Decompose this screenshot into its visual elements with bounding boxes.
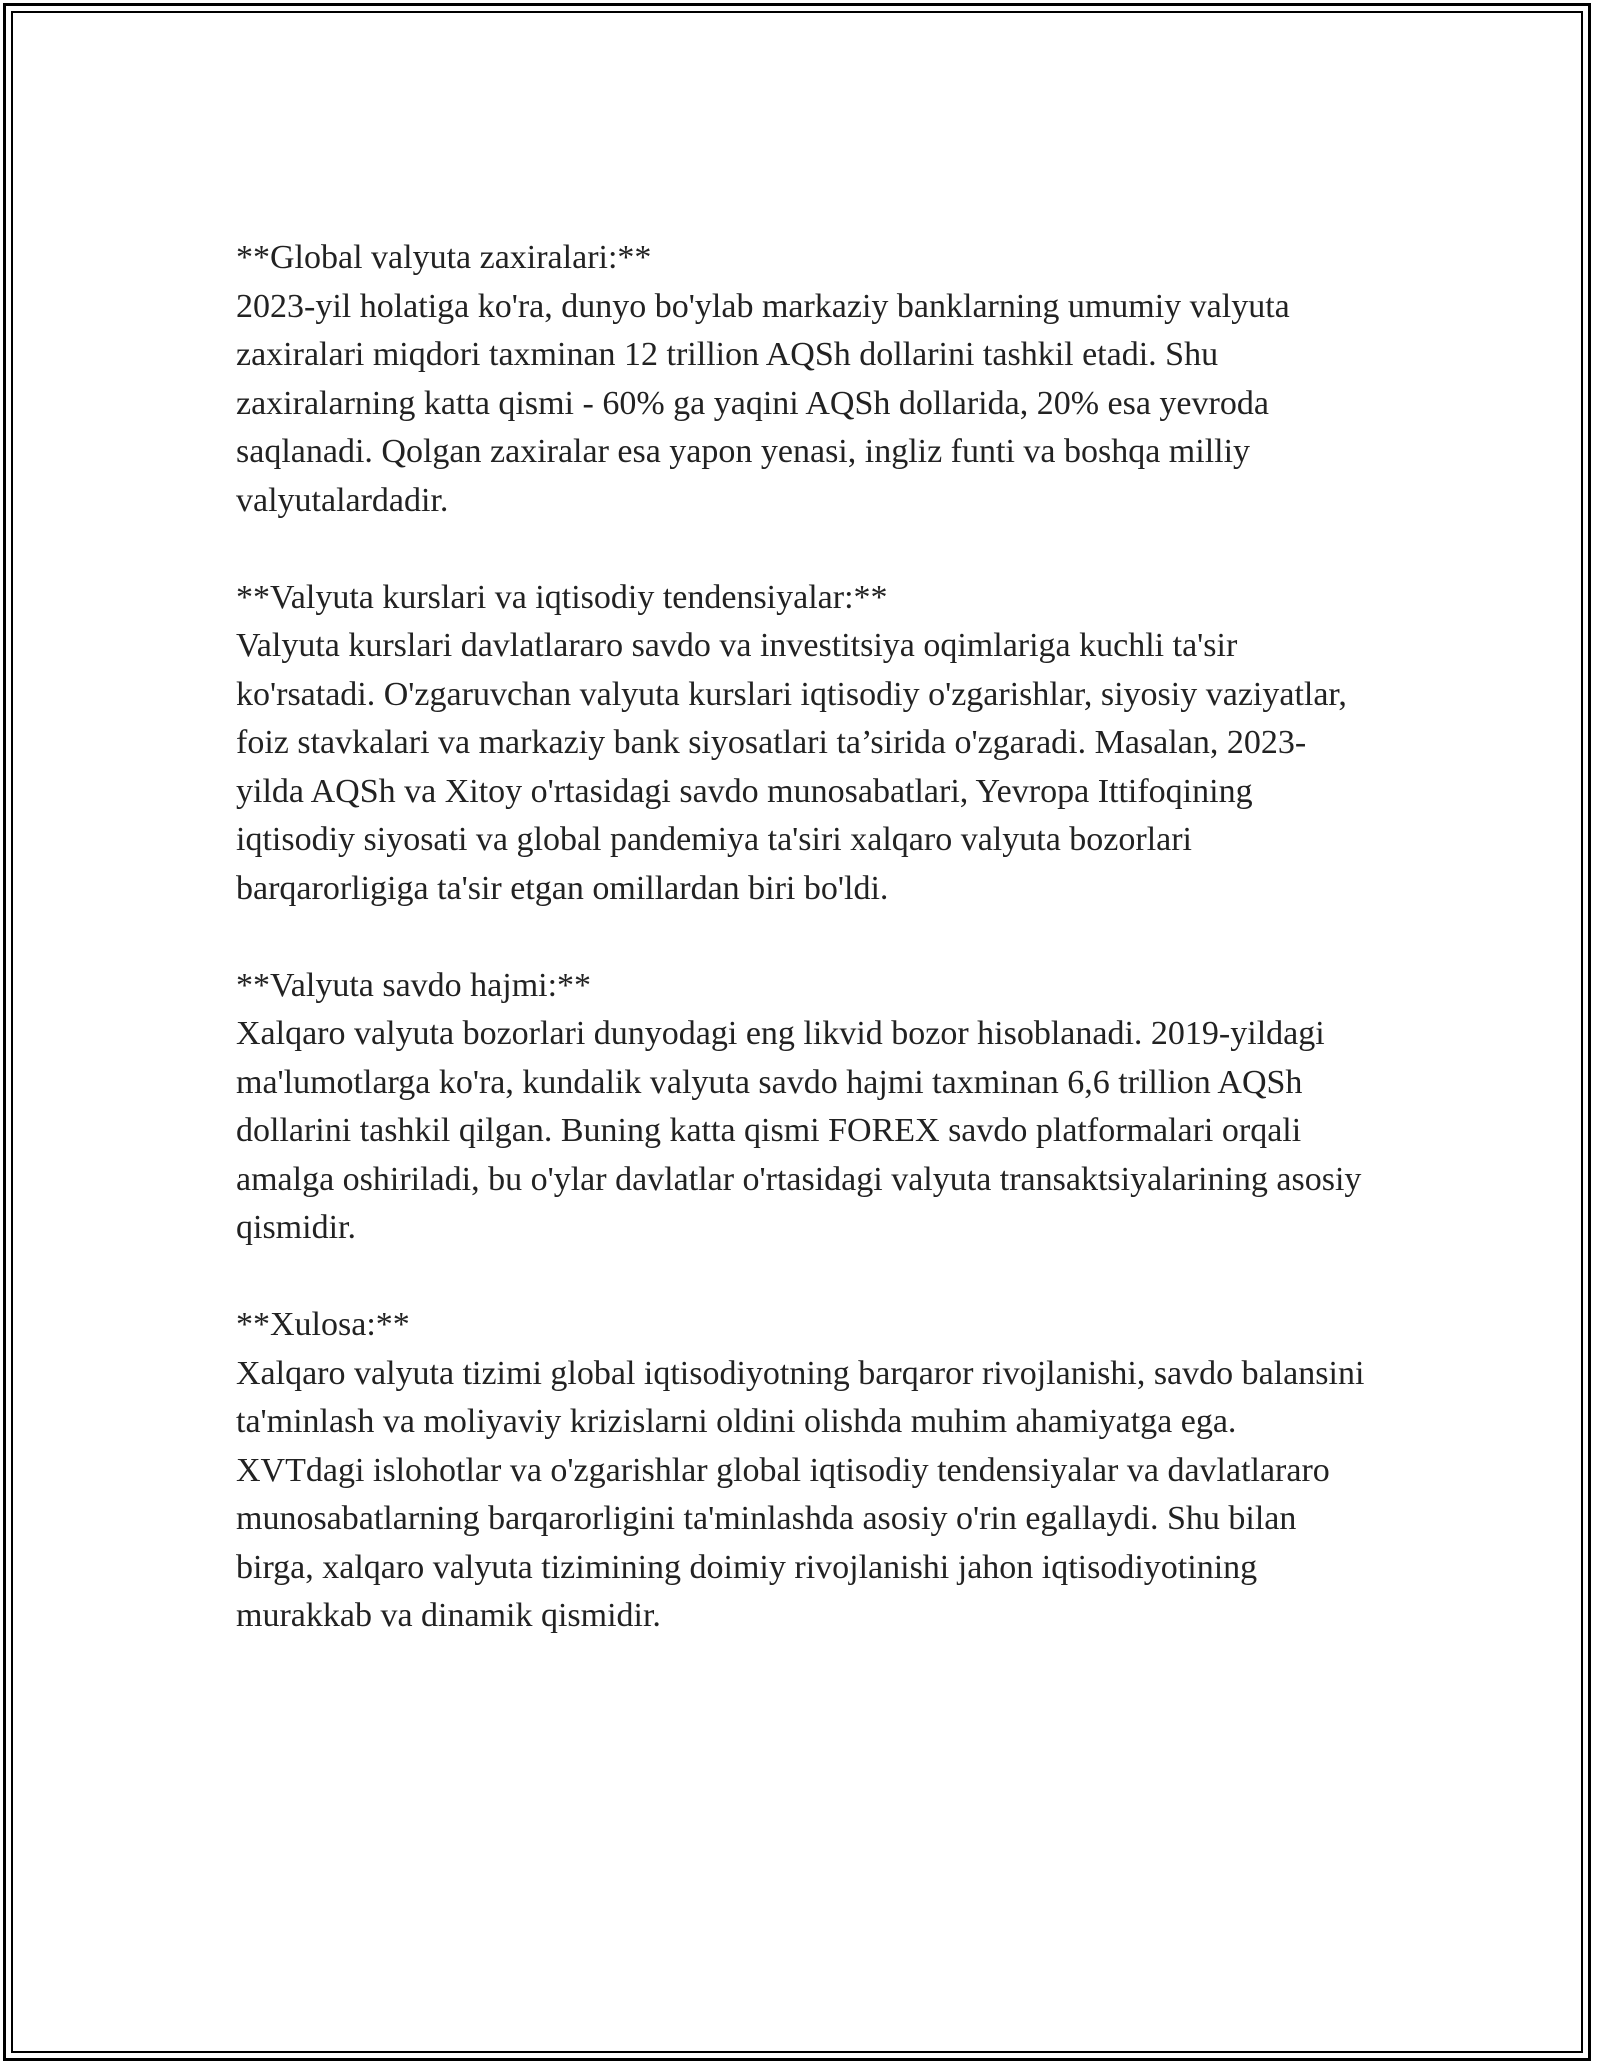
section-exchange-rates <box>236 574 1366 914</box>
section-paragraph: Xalqaro valyuta bozorlari dunyodagi eng likvid bozor hisoblanadi. 2019-yildagi ma'lumotlarga ko'ra, kundalik valyuta savdo hajmi taxminan 6,6 trillion AQSh dollarini tashkil qilgan. Buning katta qismi FOREX savdo platformalari orqali amalga oshiriladi, bu o'ylar davlatlar o'rtasidagi valyuta transaktsiyalarining asosiy qismidir. <box>236 1015 1362 1246</box>
section-paragraph: Valyuta kurslari davlatlararo savdo va investitsiya oqimlariga kuchli ta'sir ko'rsatadi. O'zgaruvchan valyuta kurslari iqtisodiy o'zgarishlar, siyosiy vaziyatlar, foiz stavkalari va markaziy bank siyosatlari ta’sirida o'zgaradi. Masalan, 2023-yilda AQSh va Xitoy o'rtasidagi savdo munosabatlari, Yevropa Ittifoqining iqtisodiy siyosati va global pandemiya ta'siri xalqaro valyuta bozorlari barqarorligiga ta'sir etgan omillardan biri bo'ldi. <box>236 627 1347 907</box>
document-body <box>236 234 1366 1689</box>
section-heading: **Global valyuta zaxiralari:** <box>236 239 652 276</box>
section-global-reserves <box>236 234 1366 525</box>
section-heading: **Valyuta savdo hajmi:** <box>236 966 592 1004</box>
section-paragraph: Xalqaro valyuta tizimi global iqtisodiyotning barqaror rivojlanishi, savdo balansini ta'minlash va moliyaviy krizislarni oldini olishda muhim ahamiyatga ega. XVTdagi islohotlar va o'zgarishlar global iqtisodiy tendensiyalar va davlatlararo munosabatlarning barqarorligini ta'minlashda asosiy o'rin egallaydi. Shu bilan birga, xalqaro valyuta tizimining doimiy rivojlanishi jahon iqtisodiyotining murakkab va dinamik qismidir. <box>236 1354 1365 1634</box>
section-heading: **Valyuta kurslari va iqtisodiy tendensiyalar:** <box>236 578 888 616</box>
section-trade-volume <box>236 962 1366 1253</box>
section-heading: **Xulosa:** <box>236 1306 410 1343</box>
section-paragraph: 2023-yil holatiga ko'ra, dunyo bo'ylab markaziy banklarning umumiy valyuta zaxiralari miqdori taxminan 12 trillion AQSh dollarini tashkil etadi. Shu zaxiralarning katta qismi - 60% ga yaqini AQSh dollarida, 20% esa yevroda saqlanadi. Qolgan zaxiralar esa yapon yenasi, ingliz funti va boshqa milliy valyutalardadir. <box>236 287 1290 519</box>
section-conclusion <box>236 1301 1366 1641</box>
